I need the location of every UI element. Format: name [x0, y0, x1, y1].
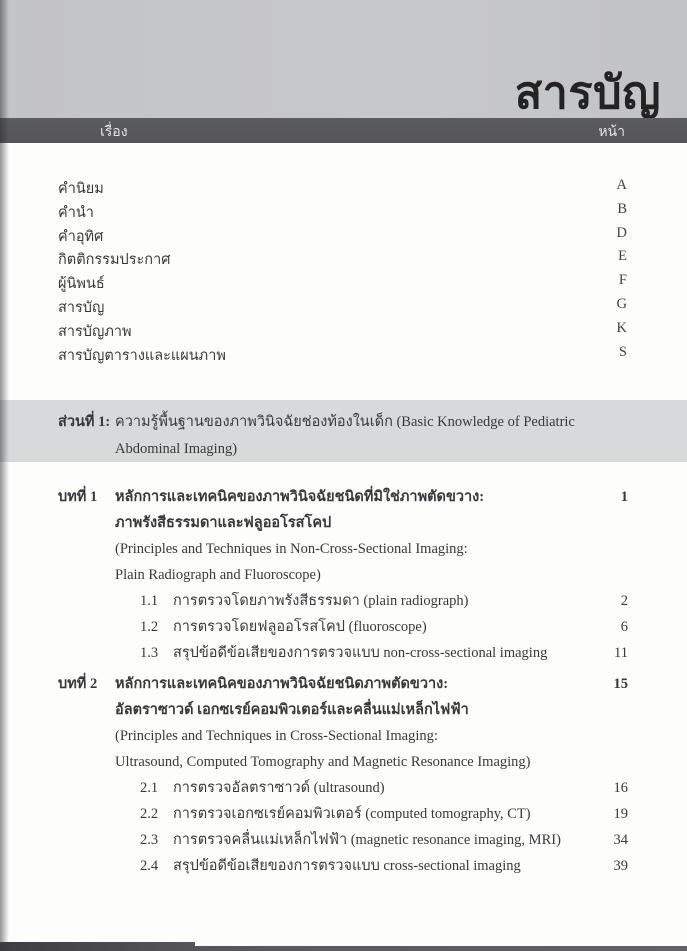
chapter-block-1: [58, 484, 628, 666]
chapter-label: บทที่ 1: [58, 489, 98, 505]
section-title-line1: ความรู้พื้นฐานของภาพวินิจฉัยช่องท้องในเด็ก (Basic Knowledge of Pediatric: [115, 414, 575, 430]
front-matter-page: B: [617, 200, 627, 217]
chapter-title-th2: ภาพรังสีธรรมดาและฟลูออโรสโคป: [115, 515, 332, 531]
toc-item-label: สรุปข้อดีข้อเสียของการตรวจแบบ non-cross-sectional imaging: [173, 645, 548, 661]
toc-item: [115, 614, 628, 640]
masthead: [0, 0, 687, 118]
front-matter-label: คำนิยม: [58, 181, 104, 197]
front-matter-list: [58, 177, 627, 367]
section-title: [115, 409, 575, 463]
chapter-label: บทที่ 2: [58, 676, 98, 692]
toc-item-number: 2.4: [140, 858, 159, 874]
chapter-title-en: (Principles and Techniques in Non-Cross-Sectional Imaging:: [115, 541, 468, 557]
toc-item-page: 2: [620, 593, 628, 609]
toc-item-number: 1.3: [140, 645, 159, 661]
toc-item: [115, 827, 628, 853]
toc-item-page: 39: [613, 858, 628, 874]
front-matter-page: E: [618, 248, 627, 265]
toc-item-page: 34: [613, 832, 628, 848]
chapter-page: 15: [613, 676, 628, 692]
front-matter-label: สารบัญภาพ: [58, 323, 132, 340]
front-matter-row: [58, 296, 627, 320]
section-label: ส่วนที่ 1:: [58, 414, 111, 430]
chapter-block-2: [58, 671, 628, 879]
chapter-title-th: หลักการและเทคนิคของภาพวินิจฉัยชนิดที่มิใช่ภาพตัดขวาง:: [115, 489, 485, 505]
toc-item: [115, 640, 628, 666]
front-matter-row: [58, 248, 627, 272]
section-title-line2: Abdominal Imaging): [115, 441, 238, 457]
chapter-title-en2: Plain Radiograph and Fluoroscope): [115, 567, 321, 583]
front-matter-page: S: [618, 343, 627, 360]
toc-item-number: 2.1: [140, 780, 159, 796]
section-band: [0, 400, 687, 462]
front-matter-row: [58, 344, 627, 368]
toc-item: [115, 775, 628, 801]
front-matter-label: กิตติกรรมประกาศ: [58, 252, 171, 269]
toc-item-label: การตรวจโดยภาพรังสีธรรมดา (plain radiograph): [173, 593, 469, 609]
chapter-title-th2: อัลตราซาวด์ เอกซเรย์คอมพิวเตอร์และคลื่นแม่เหล็กไฟฟ้า: [115, 702, 469, 718]
front-matter-row: [58, 225, 627, 249]
front-matter-label: คำอุทิศ: [58, 228, 104, 245]
chapter-title-en: (Principles and Techniques in Cross-Sectional Imaging:: [115, 728, 438, 744]
front-matter-page: D: [616, 224, 627, 241]
toc-item-number: 2.3: [140, 832, 159, 848]
column-header-subject: เรื่อง: [100, 124, 128, 140]
toc-item-number: 1.1: [140, 593, 159, 609]
chapter-page: 1: [620, 489, 628, 505]
front-matter-label: คำนำ: [58, 204, 94, 221]
toc-item-page: 6: [620, 619, 628, 635]
front-matter-label: สารบัญ: [58, 299, 105, 316]
toc-item: [115, 853, 628, 879]
toc-item-number: 2.2: [140, 806, 159, 822]
front-matter-label: สารบัญตารางและแผนภาพ: [58, 347, 226, 364]
front-matter-label: ผู้นิพนธ์: [58, 276, 105, 293]
front-matter-page: F: [618, 272, 627, 289]
front-matter-page: K: [616, 319, 627, 336]
column-header-page: หน้า: [598, 124, 625, 140]
toc-item-number: 1.2: [140, 619, 159, 635]
toc-item-label: การตรวจเอกซเรย์คอมพิวเตอร์ (computed tomography, CT): [173, 806, 531, 822]
toc-item-page: 16: [613, 780, 628, 796]
toc-item-label: การตรวจอัลตราซาวด์ (ultrasound): [173, 780, 385, 796]
toc-item-label: การตรวจโดยฟลูออโรสโคป (fluoroscope): [173, 619, 427, 635]
front-matter-page: G: [616, 295, 627, 312]
toc-item-label: การตรวจคลื่นแม่เหล็กไฟฟ้า (magnetic resonance imaging, MRI): [173, 832, 561, 848]
column-header-bar: [0, 118, 687, 143]
front-matter-row: [58, 177, 627, 201]
chapter-title-en2: Ultrasound, Computed Tomography and Magnetic Resonance Imaging): [115, 754, 531, 770]
front-matter-row: [58, 272, 627, 296]
front-matter-row: [58, 201, 627, 225]
chapter-title-th: หลักการและเทคนิคของภาพวินิจฉัยชนิดภาพตัดขวาง:: [115, 676, 449, 692]
toc-item: [115, 588, 628, 614]
front-matter-page: A: [616, 177, 627, 193]
toc-item-page: 11: [614, 645, 628, 661]
page-title: สารบัญ: [514, 65, 661, 119]
toc-item: [115, 801, 628, 827]
front-matter-row: [58, 320, 627, 344]
scan-bottom-edge-strip-left: [0, 942, 195, 951]
toc-item-label: สรุปข้อดีข้อเสียของการตรวจแบบ cross-sectional imaging: [173, 858, 521, 874]
toc-item-page: 19: [613, 806, 628, 822]
